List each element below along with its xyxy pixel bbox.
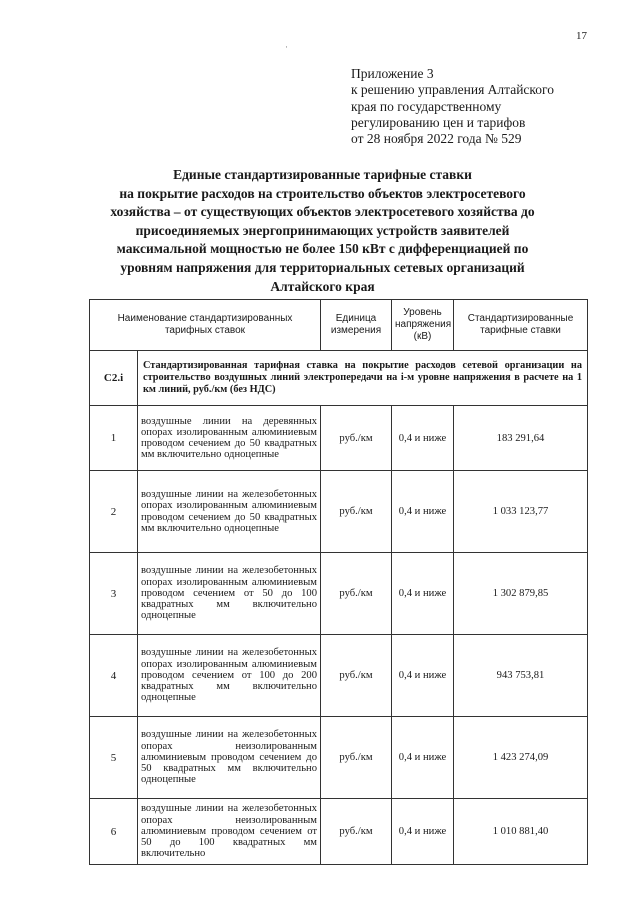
row-rate: 1 010 881,40 xyxy=(454,799,588,865)
row-voltage: 0,4 и ниже xyxy=(392,799,454,865)
row-description xyxy=(138,635,321,717)
tariff-table xyxy=(89,299,588,865)
header-voltage: Уровень напряжения (кВ) xyxy=(392,300,454,351)
row-unit: руб./км xyxy=(321,717,392,799)
title-line: уровням напряжения для территориальных сетевых организаций xyxy=(120,259,525,275)
row-description xyxy=(138,553,321,635)
appendix-line: края по государственному xyxy=(351,98,502,114)
title-line: Единые стандартизированные тарифные ставки xyxy=(173,167,472,182)
title-line: присоединяемых энергопринимающих устройств заявителей xyxy=(135,222,510,238)
title-line: Алтайского края xyxy=(270,278,375,294)
row-rate: 183 291,64 xyxy=(454,406,588,471)
row-voltage: 0,4 и ниже xyxy=(392,717,454,799)
appendix-line: Приложение 3 xyxy=(351,66,434,81)
row-voltage: 0,4 и ниже xyxy=(392,553,454,635)
header-unit: Единица измерения xyxy=(321,300,392,351)
row-description-text: воздушные линии на железобетонных опорах неизолированным алюминиевым проводом сечением до 50 квадратных мм включительно одноцепные xyxy=(141,729,317,786)
table-row xyxy=(90,471,588,553)
row-number: 2 xyxy=(90,471,138,553)
row-number: 5 xyxy=(90,717,138,799)
row-number: 3 xyxy=(90,553,138,635)
table-row xyxy=(90,553,588,635)
header-name: Наименование стандартизированных тарифных ставок xyxy=(90,300,321,351)
title-line: хозяйства – от существующих объектов электросетевого хозяйства до xyxy=(110,204,535,220)
title-line: максимальной мощностью не более 150 кВт с дифференциацией по xyxy=(116,241,529,257)
table-row xyxy=(90,406,588,471)
row-description-text: воздушные линии на железобетонных опорах изолированным алюминиевым проводом сечением до 50 квадратных мм включительно одноцепные xyxy=(141,489,317,534)
appendix-line: от 28 ноября 2022 года № 529 xyxy=(351,131,522,147)
table-row xyxy=(90,635,588,717)
title-line: на покрытие расходов на строительство объектов электросетевого xyxy=(119,185,526,201)
scan-speck: · xyxy=(285,42,288,52)
row-unit: руб./км xyxy=(321,635,392,717)
row-rate: 1 033 123,77 xyxy=(454,471,588,553)
row-rate: 1 302 879,85 xyxy=(454,553,588,635)
row-number: 1 xyxy=(90,406,138,471)
header-rate: Стандартизированные тарифные ставки xyxy=(454,300,588,351)
row-description-text: воздушные линии на железобетонных опорах неизолированным алюминиевым проводом сечением от 50 до 100 квадратных мм включительно xyxy=(141,803,317,860)
appendix-line: регулированию цен и тарифов xyxy=(351,114,526,130)
row-rate: 1 423 274,09 xyxy=(454,717,588,799)
table-row xyxy=(90,799,588,865)
row-number: 6 xyxy=(90,799,138,865)
row-description-text: воздушные линии на деревянных опорах изолированным алюминиевым проводом сечением до 50 квадратных мм включительно одноцепные xyxy=(141,415,317,461)
row-rate: 943 753,81 xyxy=(454,635,588,717)
appendix-line: к решению управления Алтайского xyxy=(351,82,554,98)
row-description xyxy=(138,471,321,553)
row-unit: руб./км xyxy=(321,471,392,553)
row-description xyxy=(138,717,321,799)
row-unit: руб./км xyxy=(321,799,392,865)
section-description: Стандартизированная тарифная ставка на покрытие расходов сетевой организации на строительство воздушных линий электропередачи на i-м уровне напряжения в расчете на 1 км линий, руб./км (без НДС) xyxy=(138,351,588,406)
row-voltage: 0,4 и ниже xyxy=(392,635,454,717)
row-number: 4 xyxy=(90,635,138,717)
page-number: 17 xyxy=(576,30,587,42)
section-code: С2.i xyxy=(90,351,138,406)
row-description-text: воздушные линии на железобетонных опорах изолированным алюминиевым проводом сечением от 50 до 100 квадратных мм включительно одноцепные xyxy=(141,565,317,622)
row-voltage: 0,4 и ниже xyxy=(392,471,454,553)
section-row xyxy=(90,351,588,406)
row-voltage: 0,4 и ниже xyxy=(392,406,454,471)
document-title xyxy=(90,166,555,296)
row-description xyxy=(138,799,321,865)
table-header-row xyxy=(90,300,588,351)
row-unit: руб./км xyxy=(321,406,392,471)
row-description xyxy=(138,406,321,471)
row-description-text: воздушные линии на железобетонных опорах изолированным алюминиевым проводом сечением от 100 до 200 квадратных мм включительно одноцепные xyxy=(141,647,317,704)
table-row xyxy=(90,717,588,799)
appendix-block xyxy=(351,66,554,147)
row-unit: руб./км xyxy=(321,553,392,635)
